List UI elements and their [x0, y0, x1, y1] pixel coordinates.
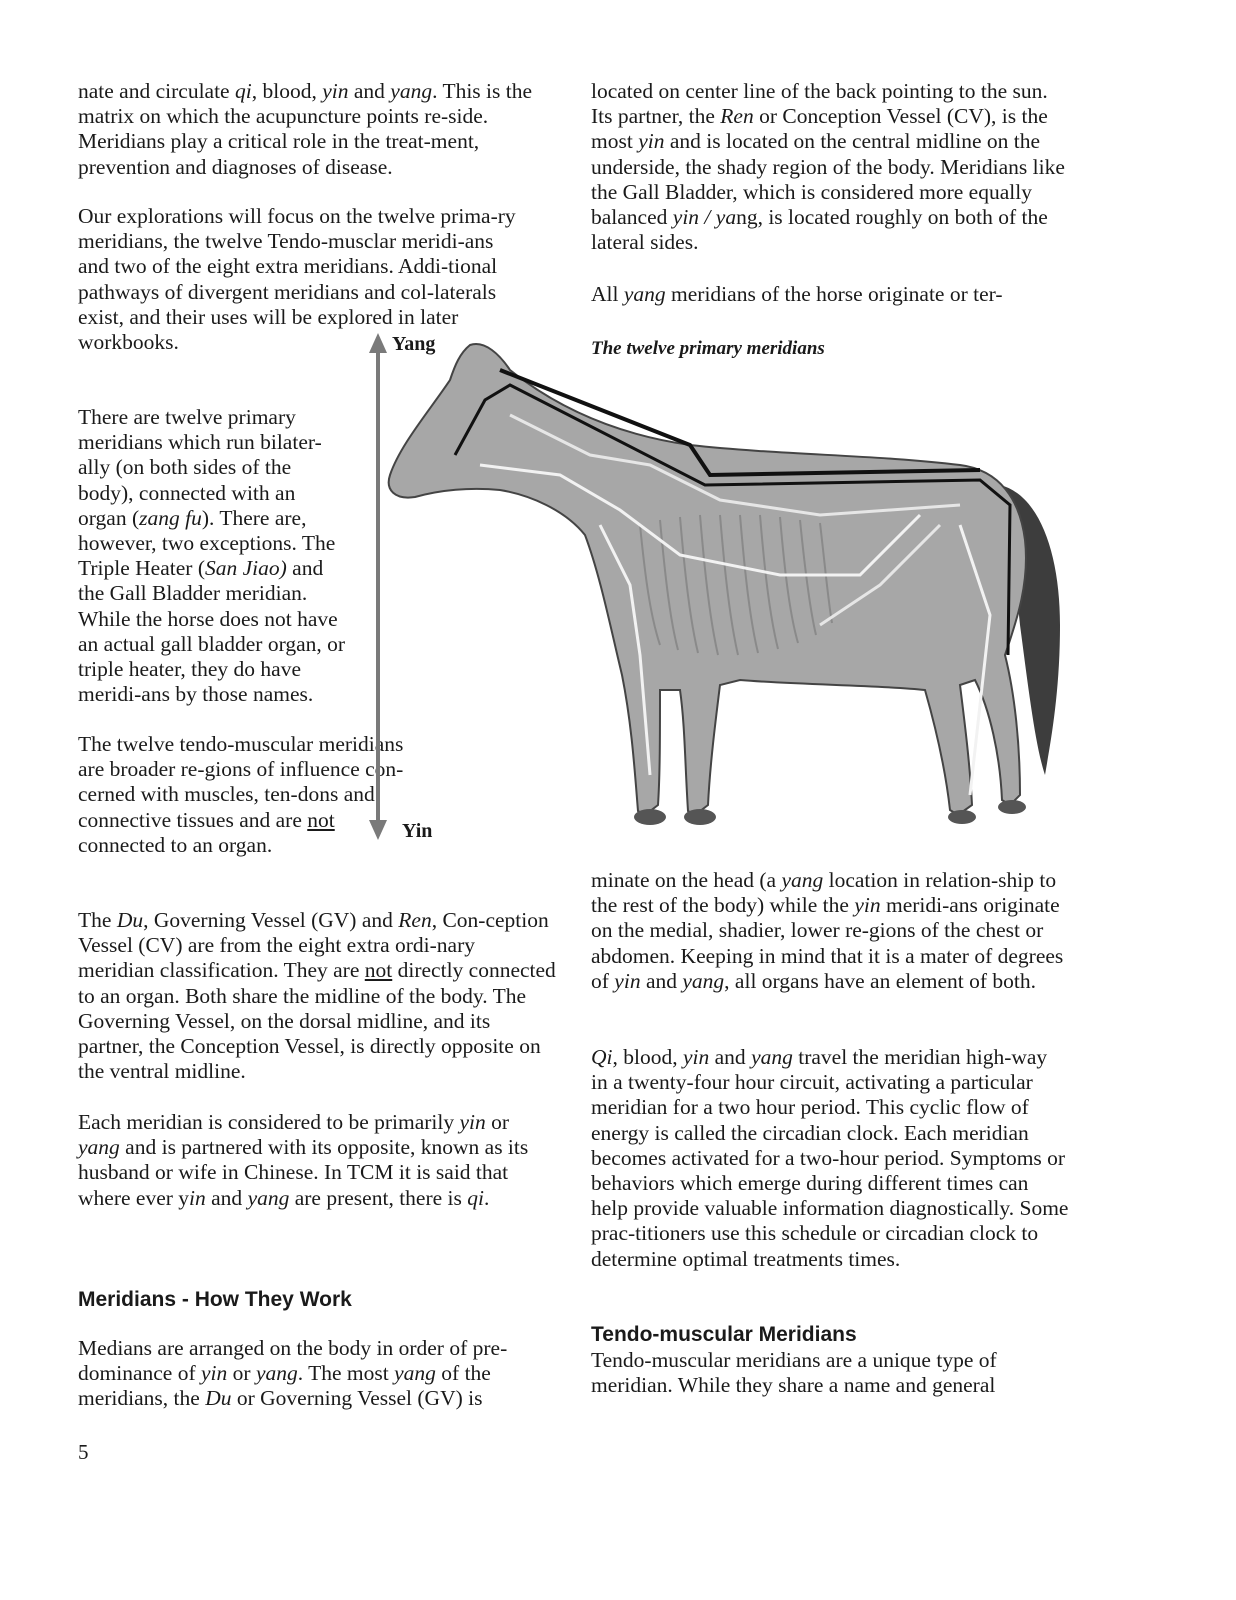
right-paragraph-1: located on center line of the back pointing to the sun. Its partner, the Ren or Conception Vessel (CV), is the most yin and is located on the central midline on the underside, the shady region of the body. Meridians like the Gall Bladder, which is considered more equally balanced yin / yang, is located roughly on both of the lateral sides. — [591, 79, 1065, 255]
left-paragraph-4: The twelve tendo-muscular meridians are broader re-gions of influence con-cerned with muscles, ten-dons and connective tissues and are not connected to an organ. — [78, 732, 404, 857]
right-paragraph-4: Qi, blood, yin and yang travel the meridian high-way in a twenty-four hour circuit, activating a particular meridian for a two hour period. This cyclic flow of energy is called the circadian clock. Each meridian becomes activated for a two-hour period. Symptoms or behaviors which emerge during different times can help provide valuable information diagnostically. Some prac-titioners use this schedule or circadian clock to determine optimal treatments times. — [591, 1045, 1069, 1271]
right-paragraph-5: Tendo-muscular meridians are a unique type of meridian. While they share a name and general — [591, 1348, 997, 1398]
left-paragraph-6: Each meridian is considered to be primarily yin or yang and is partnered with its opposite, known as its husband or wife in Chinese. In TCM it is said that where ever yin and yang are present, there is qi. — [78, 1110, 529, 1210]
yin-label: Yin — [402, 820, 433, 842]
right-paragraph-3: minate on the head (a yang location in relation-ship to the rest of the body) while the yin meridi-ans originate on the medial, shadier, lower re-gions of the chest or abdomen. Keeping in mind that it is a mater of degrees of yin and yang, all organs have an element of both. — [591, 868, 1064, 993]
right-paragraph-2: All yang meridians of the horse originate or ter- — [591, 282, 1003, 306]
page-number: 5 — [78, 1440, 89, 1464]
left-paragraph-2: Our explorations will focus on the twelve prima-ry meridians, the twelve Tendo-musclar meridi-ans and two of the eight extra meridians. Addi-tional pathways of divergent meridians and col-laterals exist, and their uses will be explored in later workbooks. — [78, 204, 516, 355]
yang-label: Yang — [392, 333, 436, 355]
section-heading-meridians-how-they-work: Meridians - How They Work — [78, 1288, 352, 1311]
horse-meridian-illustration — [360, 325, 1080, 865]
left-paragraph-5: The Du, Governing Vessel (GV) and Ren, Con-ception Vessel (CV) are from the eight extra ordi-nary meridian classification. They are not directly connected to an organ. Both share the midline of the body. The Governing Vessel, on the dorsal midline, and its partner, the Conception Vessel, is directly opposite on the ventral midline. — [78, 908, 556, 1084]
yin-yang-axis-arrow — [369, 333, 387, 840]
left-paragraph-1: nate and circulate qi, blood, yin and yang. This is the matrix on which the acupuncture points re-side. Meridians play a critical role in the treat-ment, prevention and diagnoses of disease. — [78, 79, 533, 179]
section-heading-tendo-muscular-meridians: Tendo-muscular Meridians — [591, 1323, 857, 1346]
figure-caption: The twelve primary meridians — [591, 338, 825, 359]
horse-body — [389, 344, 1060, 825]
left-paragraph-3: There are twelve primary meridians which run bilater-ally (on both sides of the body), connected with an organ (zang fu). There are, however, two exceptions. The Triple Heater (San Jiao) and the Gall Bladder meridian. While the horse does not have an actual gall bladder organ, or triple heater, they do have meridi-ans by those names. — [78, 405, 346, 707]
left-paragraph-7: Medians are arranged on the body in order of pre-dominance of yin or yang. The most yang of the meridians, the Du or Governing Vessel (GV) is — [78, 1336, 508, 1411]
